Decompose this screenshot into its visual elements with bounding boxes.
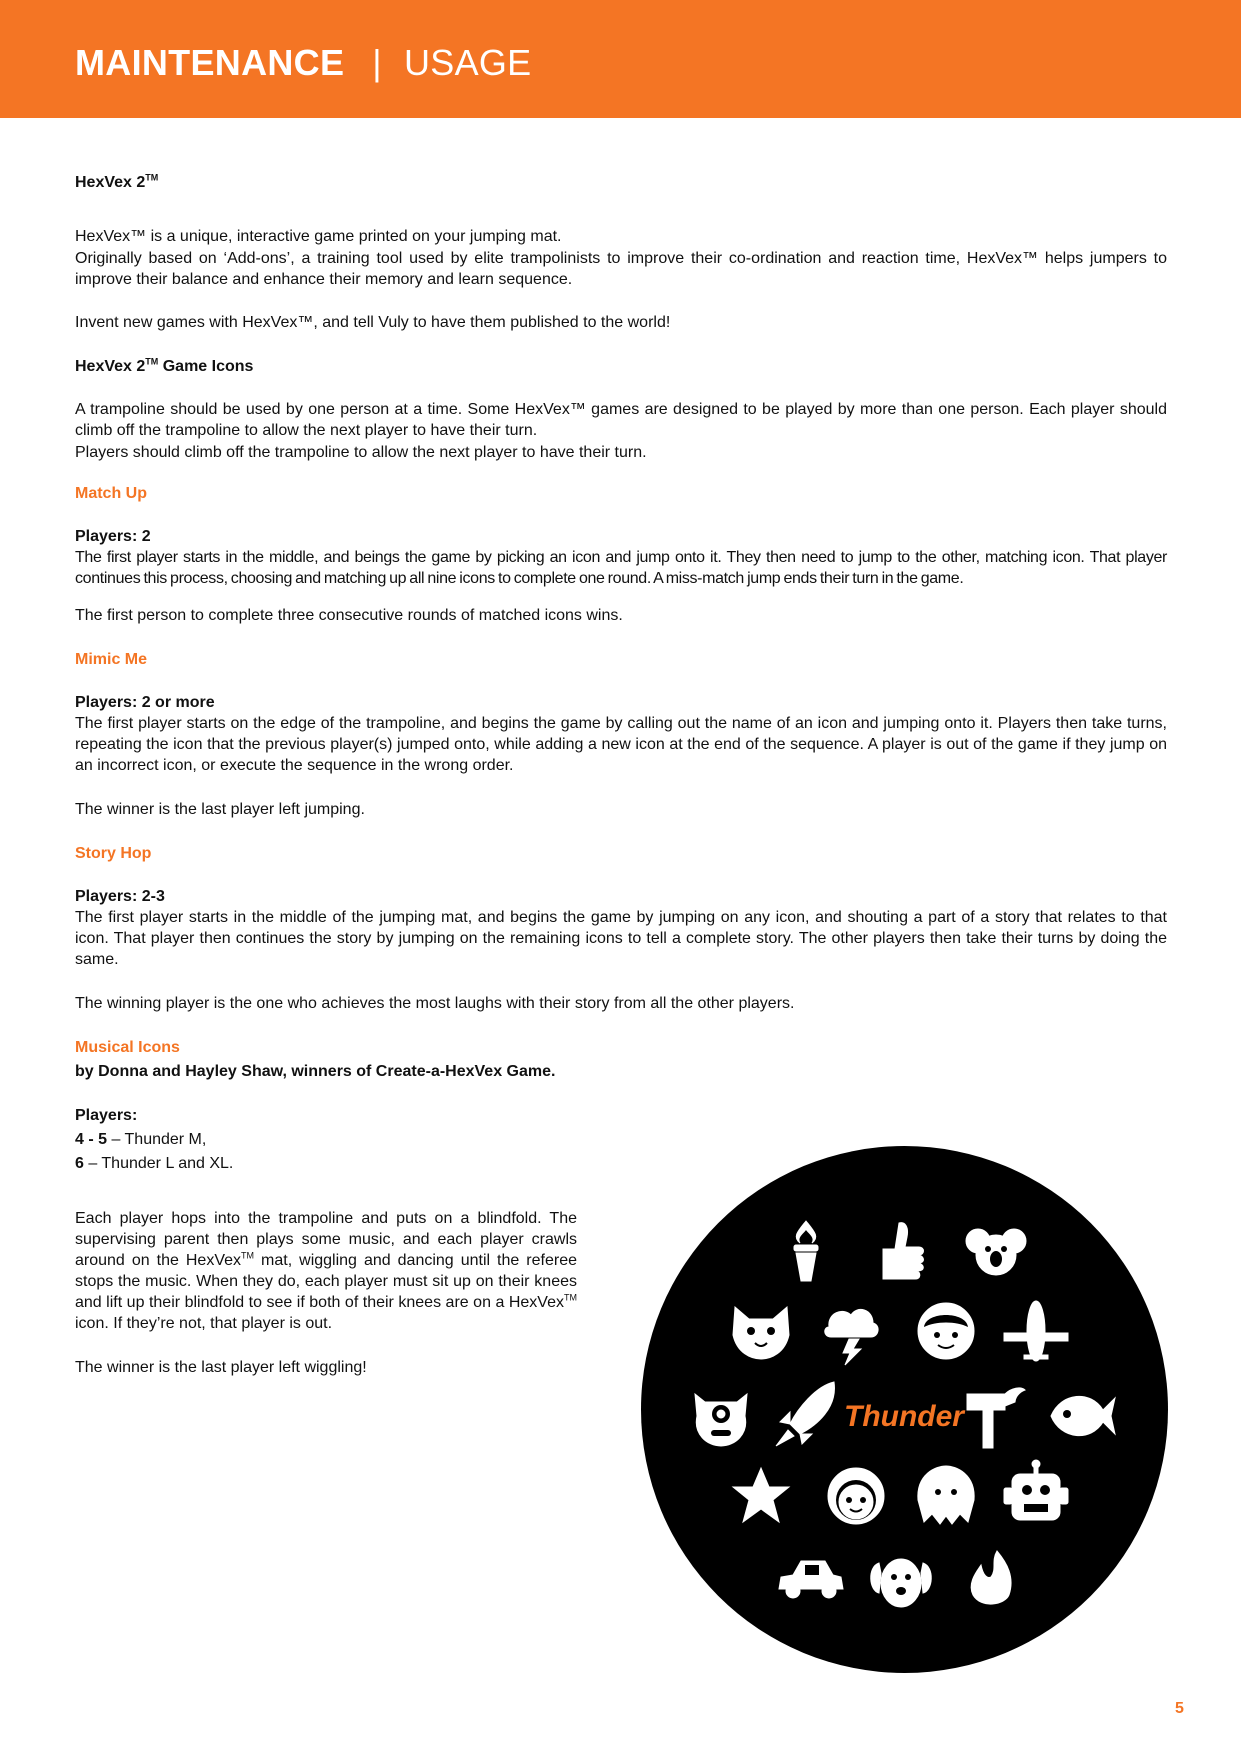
page-header: [0, 0, 1241, 118]
icons-paragraph-1: A trampoline should be used by one person at a time. Some HexVex™ games are designed to be played by more than one person. Each player should climb off the trampoline to allow the next player to have their turn.: [75, 401, 1167, 439]
icons-paragraph-2: Players should climb off the trampoline to allow the next player to have their turn.: [75, 444, 647, 461]
header-subsection: USAGE: [403, 42, 532, 83]
musical-icons-line-1: 4 - 5 – Thunder M,: [75, 1131, 207, 1148]
header-separator: |: [372, 42, 382, 83]
musical-icons-win: The winner is the last player left wiggling!: [75, 1359, 367, 1376]
mimic-me-rules: The first player starts on the edge of the trampoline, and begins the game by calling out the name of an icon and jumping onto it. Players then take turns, repeating the icon that the previous player(s) jumped onto, while adding a new icon at the end of the sequence. A player is out of the game if they jump on an incorrect icon, or execute the sequence in the wrong order.: [75, 715, 1167, 774]
story-hop-players: Players: 2-3: [75, 888, 165, 905]
musical-icons-line-2: 6 – Thunder L and XL.: [75, 1155, 234, 1172]
monster-icon: [695, 1394, 747, 1446]
intro-paragraph-2: Originally based on ‘Add-ons’, a training tool used by elite trampolinists to improve their co-ordination and reaction time, HexVex™ helps jumpers to improve their balance and enhance their memory and learn sequence.: [75, 250, 1167, 288]
story-hop-win: The winning player is the one who achieves the most laughs with their story from all the other players.: [75, 995, 795, 1012]
icons-heading: HexVex 2™ Game Icons: [75, 356, 254, 375]
musical-icons-rules: Each player hops into the trampoline and puts on a blindfold. The supervising parent then plays some music, and each player crawls around on the HexVex™ mat, wiggling and dancing until the referee stops the music. When they do, each player must sit up on their knees and lift up their blindfold to see if both of their knees are on a HexVex™ icon. If they’re not, that player is out.: [75, 1210, 577, 1332]
game-title-mimic-me: Mimic Me: [75, 651, 148, 668]
game-title-story-hop: Story Hop: [75, 845, 152, 862]
musical-icons-byline: by Donna and Hayley Shaw, winners of Create-a-HexVex Game.: [75, 1063, 556, 1080]
yeti-icon: [918, 1466, 974, 1524]
story-hop-rules: The first player starts in the middle of the jumping mat, and begins the game by jumping on any icon, and shouting a part of a story that relates to that icon. That player then continues the story by jumping on the remaining icons to tell a complete story. The other players then take their turns by doing the same.: [75, 909, 1167, 968]
girl-face-icon: [918, 1303, 974, 1359]
mimic-me-players: Players: 2 or more: [75, 694, 215, 711]
match-up-win: The first person to complete three consecutive rounds of matched icons wins.: [75, 607, 623, 624]
header-section: MAINTENANCE: [75, 42, 345, 83]
page-number: 5: [1175, 1700, 1184, 1717]
hexvex-mat-illustration: [641, 1146, 1168, 1673]
boy-face-icon: [828, 1468, 884, 1524]
thunder-logo: [844, 1400, 966, 1433]
header-title: [75, 42, 532, 84]
mimic-me-win: The winner is the last player left jumping.: [75, 801, 365, 818]
musical-icons-players: Players:: [75, 1107, 138, 1124]
game-title-match-up: Match Up: [75, 485, 147, 502]
intro-paragraph-1: HexVex™ is a unique, interactive game printed on your jumping mat.: [75, 228, 562, 245]
intro-heading: HexVex 2™: [75, 172, 159, 191]
match-up-rules: The first player starts in the middle, and beings the game by picking an icon and jump onto it. They then need to jump to the other, matching icon. That player continues this process, choosing and matching up all nine icons to complete one round. A miss-match jump ends their turn in the game.: [75, 549, 1167, 587]
intro-paragraph-3: Invent new games with HexVex™, and tell Vuly to have them published to the world!: [75, 314, 671, 331]
match-up-players: Players: 2: [75, 528, 151, 545]
svg-text:Thunder: Thunder: [844, 1400, 964, 1433]
game-title-musical-icons: Musical Icons: [75, 1039, 180, 1056]
